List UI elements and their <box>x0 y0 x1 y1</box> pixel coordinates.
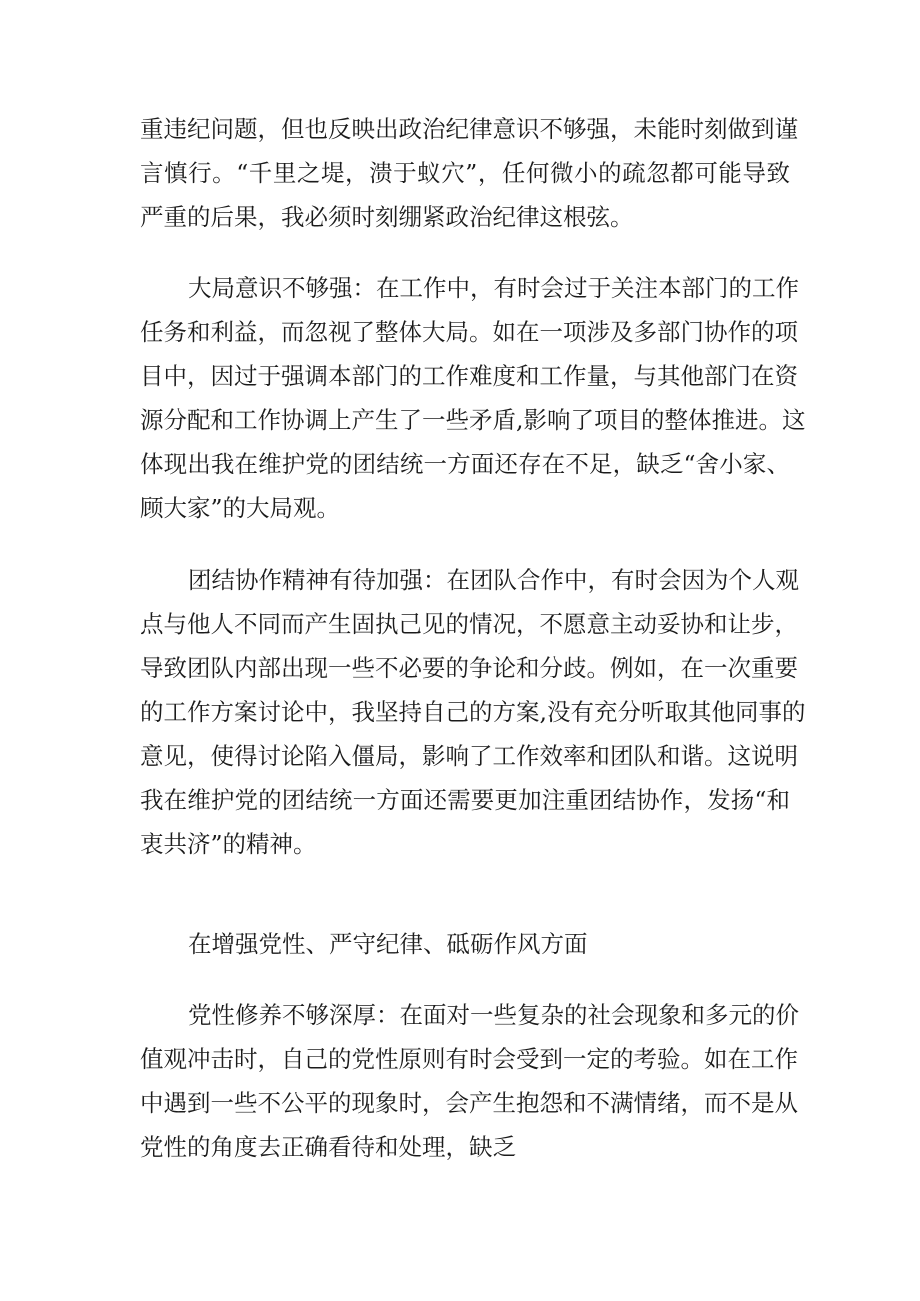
text-line: 意见，使得讨论陷入僵局，影响了工作效率和团队和谐。这说明 <box>140 742 798 770</box>
paragraph-first-line: 团结协作精神有待加强：在团队合作中，有时会因为个人观 <box>188 566 799 594</box>
text-line: 任务和利益，而忽视了整体大局。如在一项涉及多部门协作的项 <box>140 318 798 346</box>
text-line: 的工作方案讨论中，我坚持自己的方案,没有充分听取其他同事的 <box>140 698 806 726</box>
text-line: 重违纪问题，但也反映出政治纪律意识不够强，未能时刻做到谨 <box>140 115 798 143</box>
text-line: 目中，因过于强调本部门的工作难度和工作量，与其他部门在资 <box>140 362 798 390</box>
section-heading: 在增强党性、严守纪律、砥砺作风方面 <box>188 930 588 958</box>
text-line: 严重的后果，我必须时刻绷紧政治纪律这根弦。 <box>140 203 634 231</box>
text-line: 值观冲击时，自己的党性原则有时会受到一定的考验。如在工作 <box>140 1045 798 1073</box>
text-line: 中遇到一些不公平的现象时，会产生抱怨和不满情绪，而不是从 <box>140 1089 798 1117</box>
text-line: 党性的角度去正确看待和处理，缺乏 <box>140 1133 516 1161</box>
paragraph-first-line: 党性修养不够深厚：在面对一些复杂的社会现象和多元的价 <box>188 1001 799 1029</box>
text-line: 言慎行。“千里之堤，溃于蚁穴”，任何微小的疏忽都可能导致 <box>140 159 790 187</box>
text-line: 导致团队内部出现一些不必要的争论和分歧。例如，在一次重要 <box>140 654 798 682</box>
text-line: 我在维护党的团结统一方面还需要更加注重团结协作，发扬“和 <box>140 786 790 814</box>
text-line: 源分配和工作协调上产生了一些矛盾,影响了项目的整体推进。这 <box>140 406 806 434</box>
text-line: 顾大家”的大局观。 <box>140 494 341 522</box>
text-line: 体现出我在维护党的团结统一方面还存在不足，缺乏“舍小家、 <box>140 450 790 478</box>
text-line: 衷共济”的精神。 <box>140 830 317 858</box>
text-line: 点与他人不同而产生固执己见的情况，不愿意主动妥协和让步， <box>140 610 798 638</box>
paragraph-first-line: 大局意识不够强：在工作中，有时会过于关注本部门的工作 <box>188 274 799 302</box>
